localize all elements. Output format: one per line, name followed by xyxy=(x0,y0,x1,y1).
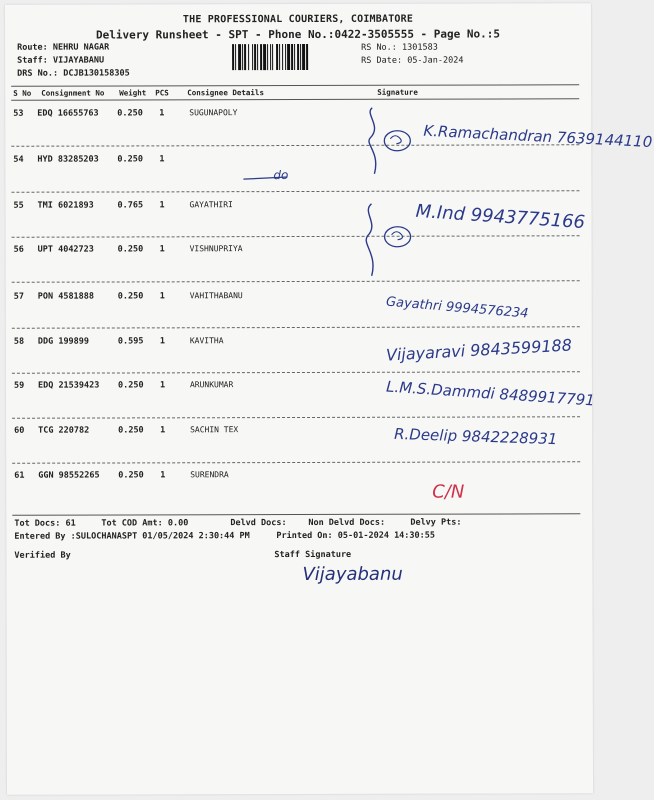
barcode-bar xyxy=(270,44,271,70)
header-rule-top xyxy=(11,84,579,86)
barcode-bar xyxy=(263,44,266,70)
rs-no-value: 1301583 xyxy=(402,42,438,53)
barcode-bar xyxy=(285,44,286,70)
barcode-bar xyxy=(302,44,305,70)
table-row: 59 EDQ 21539423 0.250 1 ARUNKUMAR xyxy=(5,3,591,5)
footer-rule xyxy=(12,513,580,515)
route-value: NEHRU NAGAR xyxy=(52,42,110,53)
barcode-bar xyxy=(248,44,249,70)
barcode-bar xyxy=(244,44,246,70)
header-rule-bottom xyxy=(11,98,579,100)
rs-no-line: RS No.: 1301583 xyxy=(361,42,438,53)
staff-signature-label: Staff Signature xyxy=(274,549,352,561)
barcode-bar xyxy=(291,44,293,70)
table-row: 61 GGN 98552265 0.250 1 SURENDRA xyxy=(14,470,229,481)
barcode-bar xyxy=(282,44,283,70)
printed-on: Printed On: 05-01-2024 14:30:55 xyxy=(276,530,436,542)
route-line: Route: NEHRU NAGAR xyxy=(17,42,110,53)
signature-row-61: C/N xyxy=(432,481,465,503)
barcode-bar xyxy=(306,44,308,70)
table-row: 53 EDQ 16655763 0.250 1 SUGUNAPOLY xyxy=(5,3,591,5)
table-row: 55 TMI 6021893 0.765 1 GAYATHIRI xyxy=(5,3,591,5)
col-sno: S No xyxy=(13,88,32,98)
delvd-docs: Delvd Docs: xyxy=(230,518,287,529)
signature-row-58: Vijayaravi 9843599188 xyxy=(385,335,573,365)
col-signature: Signature xyxy=(377,87,418,97)
barcode-bar xyxy=(276,44,278,70)
rs-date-line: RS Date: 05-Jan-2024 xyxy=(361,55,464,66)
signature-row-60: R.Deelip 9842228931 xyxy=(393,424,558,449)
col-consignment: Consignment No xyxy=(41,88,105,98)
rs-date-value: 05-Jan-2024 xyxy=(407,55,464,66)
barcode-bar xyxy=(300,44,301,70)
table-row: 56 UPT 4042723 0.250 1 VISHNUPRIYA xyxy=(5,3,591,5)
barcode-bar xyxy=(254,44,256,70)
signature-row-54: do xyxy=(273,168,289,183)
barcode-bar xyxy=(267,44,268,70)
signature-row-55: M.Ind 9943775166 xyxy=(415,200,586,234)
barcode-bar xyxy=(279,44,280,70)
drs-line: DRS No.: DCJB130158305 xyxy=(17,68,130,79)
runsheet-page xyxy=(5,3,653,795)
barcode-bar xyxy=(235,44,236,70)
signature-row-57: Gayathri 9994576234 xyxy=(385,294,529,322)
drs-value: DCJB130158305 xyxy=(63,68,130,79)
company-title: THE PROFESSIONAL COURIERS, COIMBATORE xyxy=(182,13,414,26)
runsheet-title: Delivery Runsheet - SPT - Phone No.:0422-3505555 - Page No.:5 xyxy=(96,27,501,42)
table-row: 60 TCG 220782 0.250 1 SACHIN TEX xyxy=(5,3,591,5)
barcode-bar xyxy=(242,44,243,70)
barcode-bar xyxy=(238,44,241,70)
staff-value: VIJAYABANU xyxy=(52,55,105,66)
barcode-bar xyxy=(260,44,262,70)
entered-by: Entered By :SULOCHANASPT 01/05/2024 2:30:44 PM xyxy=(14,531,250,542)
signature-loop-2 xyxy=(381,222,419,252)
barcode-bar xyxy=(252,44,253,70)
delvy-pts: Delvy Pts: xyxy=(410,517,462,528)
verified-by: Verified By xyxy=(14,550,71,561)
col-consignee: Consignee Details xyxy=(187,88,264,98)
barcode-bar xyxy=(232,44,234,70)
col-weight: Weight xyxy=(119,88,147,98)
staff-line: Staff: VIJAYABANU xyxy=(17,55,105,66)
barcode-bar xyxy=(272,44,273,70)
barcode-bar xyxy=(287,44,290,70)
tot-docs: Tot Docs: 61 xyxy=(14,518,76,529)
signature-stroke-54 xyxy=(241,174,291,182)
barcode-bar xyxy=(257,44,258,70)
table-row: 58 DDG 199899 0.595 1 KAVITHA xyxy=(5,3,591,5)
table-row: 57 PON 4581888 0.250 1 VAHITHABANU xyxy=(5,3,591,5)
staff-signature: Vijayabanu xyxy=(302,563,403,585)
signature-loop-1 xyxy=(380,126,418,156)
barcode xyxy=(231,44,359,70)
table-row: 54 HYD 83285203 0.250 1 xyxy=(5,3,591,5)
barcode-bar xyxy=(294,44,295,70)
non-delvd-docs: Non Delvd Docs: xyxy=(308,517,386,528)
signature-row-53: K.Ramachandran 7639144110 xyxy=(423,121,653,152)
tot-cod-amt: Tot COD Amt: 0.00 xyxy=(101,518,189,529)
col-pcs: PCS xyxy=(155,88,169,98)
signature-row-59: L.M.S.Dammdi 8489917791 xyxy=(385,377,596,410)
barcode-bar xyxy=(297,44,299,70)
